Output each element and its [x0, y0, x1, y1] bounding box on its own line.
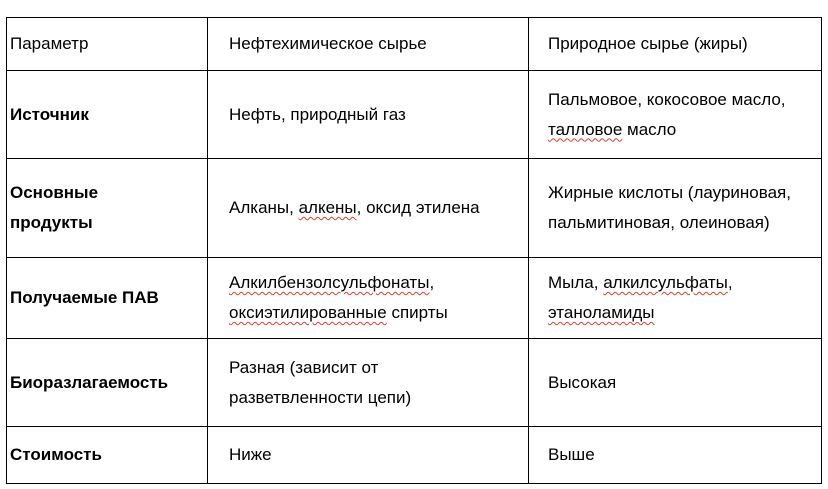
header-param: Параметр — [10, 34, 89, 53]
row-natural-surfactants-rest1: , — [727, 273, 733, 292]
spellcheck-word: талловое — [548, 119, 623, 139]
spellcheck-word: Алкилбензолсульфонаты — [229, 273, 430, 292]
row-param-cell — [7, 159, 208, 258]
row-param-products-line2: продукты — [10, 213, 93, 232]
table-row — [7, 258, 822, 339]
row-petro-cell — [208, 258, 529, 339]
spellcheck-word: этаноламиды — [548, 303, 655, 322]
row-petro-source: Нефть, природный газ — [229, 104, 406, 124]
row-natural-source-rest: масло — [622, 119, 677, 139]
row-petro-surfactants-rest1: , — [429, 273, 435, 292]
row-petro-cost: Ниже — [229, 445, 272, 464]
spellcheck-word: оксиэтилированные — [229, 303, 387, 322]
row-natural-surfactants-line1 — [548, 268, 821, 298]
row-param-biodegradability: Биоразлагаемость — [10, 372, 169, 392]
row-natural-cell — [529, 339, 822, 427]
row-natural-surfactants-pre1: Мыла, — [548, 273, 604, 292]
row-natural-cell — [529, 427, 822, 484]
row-natural-biodegradability: Высокая — [548, 372, 617, 392]
row-natural-cell — [529, 159, 822, 258]
row-param-products-line1: Основные — [10, 183, 99, 202]
row-petro-biodegradability-line1: Разная (зависит от — [229, 357, 379, 377]
row-param-cell — [7, 71, 208, 159]
row-petro-products-post: , оксид этилена — [356, 198, 480, 217]
header-param-cell — [7, 18, 208, 71]
row-natural-products-line1: Жирные кислоты (лауриновая, — [548, 183, 791, 202]
header-petro: Нефтехимическое сырье — [229, 34, 427, 53]
row-param-cell — [7, 427, 208, 484]
header-natural: Природное сырье (жиры) — [548, 34, 748, 53]
row-petro-surfactants-line1 — [229, 268, 528, 298]
row-natural-source-line1: Пальмовое, кокосовое масло, — [548, 89, 786, 109]
row-petro-biodegradability-line2: разветвленности цепи) — [229, 387, 412, 407]
header-petro-cell — [208, 18, 529, 71]
row-petro-cell — [208, 427, 529, 484]
row-natural-cell — [529, 258, 822, 339]
row-natural-cost: Выше — [548, 445, 595, 464]
table-header-row — [7, 18, 822, 71]
row-petro-products-pre: Алканы, — [229, 198, 299, 217]
row-petro-surfactants-rest2: спирты — [386, 303, 448, 322]
comparison-table — [6, 17, 822, 484]
row-natural-surfactants-line2 — [548, 298, 821, 328]
table-row — [7, 427, 822, 484]
table-row — [7, 71, 822, 159]
table-row — [7, 159, 822, 258]
row-petro-surfactants-line2 — [229, 298, 528, 328]
row-param-source: Источник — [10, 104, 89, 124]
row-natural-cell — [529, 71, 822, 159]
row-natural-source-line2 — [548, 115, 821, 145]
row-petro-cell — [208, 339, 529, 427]
row-param-cost: Стоимость — [10, 445, 102, 464]
row-petro-cell — [208, 159, 529, 258]
spellcheck-word: алкены — [298, 198, 357, 217]
row-natural-products-line2: пальмитиновая, олеиновая) — [548, 213, 770, 232]
row-param-surfactants: Получаемые ПАВ — [10, 288, 159, 307]
header-natural-cell — [529, 18, 822, 71]
row-param-cell — [7, 339, 208, 427]
row-param-cell — [7, 258, 208, 339]
spellcheck-word: алкилсульфаты — [603, 273, 728, 292]
row-petro-cell — [208, 71, 529, 159]
table-row — [7, 339, 822, 427]
